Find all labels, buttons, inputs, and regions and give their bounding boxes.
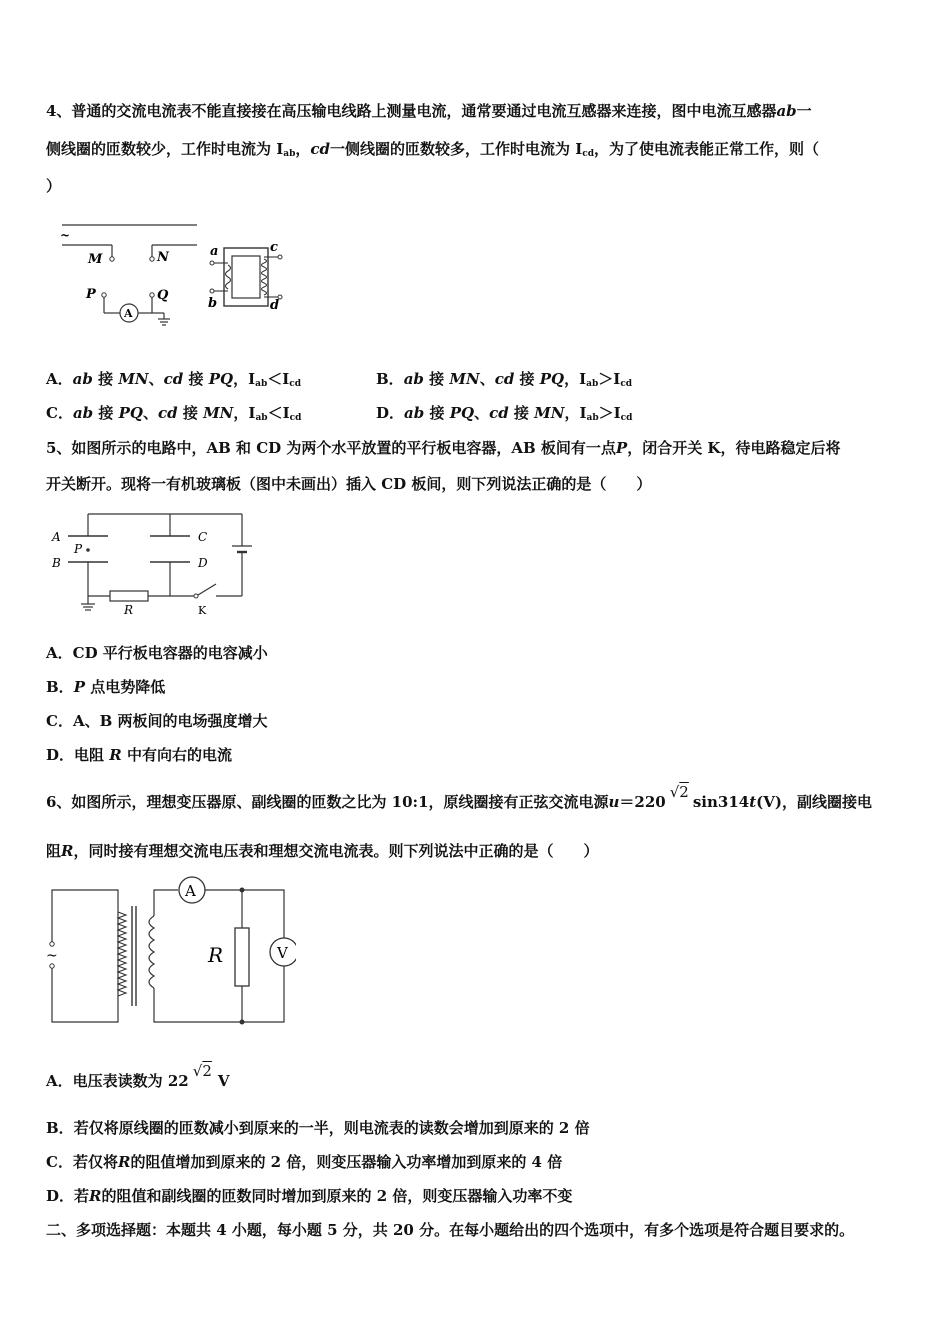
section2-heading: 二、多项选择题：本题共 4 小题，每小题 5 分，共 20 分。在每小题给出的四个选项中，有多个选项是符合题目要求的。	[46, 1221, 855, 1239]
q5-label-d: D	[198, 556, 208, 570]
q6-ac-symbol: ~	[46, 948, 58, 964]
q6-option-c[interactable]: C．若仅将R的阻值增加到原来的 2 倍，则变压器输入功率增加到原来的 4 倍	[46, 1153, 563, 1171]
q5-circuit-figure	[46, 508, 266, 620]
q4-terminal-q	[150, 293, 154, 297]
q4-coil-cd	[262, 259, 267, 295]
q5-label-b: B	[52, 556, 61, 570]
q4-label-p: P	[86, 287, 96, 302]
q5-switch-pivot	[194, 594, 198, 598]
q5-resistor	[110, 591, 148, 601]
q6-secondary-bottom-wire	[154, 966, 284, 1022]
q6-secondary-coil	[149, 916, 154, 988]
q4-label-a: a	[210, 244, 219, 259]
q4-ammeter-label: A	[124, 307, 133, 320]
q4-terminal-m	[110, 257, 114, 261]
q6-option-a-sqrt: √2	[192, 1062, 212, 1080]
q4-terminal-a	[210, 261, 214, 265]
q4-label-b: b	[208, 296, 218, 311]
q5-option-a[interactable]: A．CD 平行板电容器的电容减小	[46, 644, 268, 662]
q5-switch-blade	[198, 584, 216, 595]
q4-ac-symbol: ~	[60, 228, 71, 242]
q5-label-a: A	[52, 530, 61, 544]
q6-voltmeter-label: V	[277, 944, 288, 962]
q6-label-r: R	[208, 943, 224, 967]
q4-label-c: c	[270, 240, 278, 255]
q5-point-p	[86, 548, 90, 552]
q4-stem-line2: 侧线圈的匝数较少，工作时电流为 $I_{ab}$，cd一侧线圈的匝数较多，工作时电流为 $I_{cd}$，为了使电流表能正常工作，则（	[46, 140, 820, 159]
q4-coil-ab	[226, 265, 231, 289]
q4-terminal-b	[210, 289, 214, 293]
q5-option-b[interactable]: B．P 点电势降低	[46, 678, 166, 696]
q4-label-q: Q	[157, 288, 169, 303]
q4-core-inner	[232, 256, 260, 298]
q6-transformer-figure	[46, 876, 296, 1030]
q4-core-outer	[224, 248, 268, 306]
q6-secondary-top-wire	[154, 890, 178, 916]
q6-sqrt: √2	[669, 783, 689, 801]
q6-option-a[interactable]: A．电压表读数为 22√2V	[46, 1062, 230, 1090]
q6-primary-coil	[118, 912, 126, 996]
q5-label-r: R	[124, 603, 134, 617]
q6-resistor	[235, 928, 249, 986]
q6-stem-line2: 阻R，同时接有理想交流电压表和理想交流电流表。则下列说法中正确的是（ ）	[46, 842, 599, 860]
q4-terminal-p	[102, 293, 106, 297]
q5-option-c[interactable]: C．A、B 两板间的电场强度增大	[46, 712, 268, 730]
q4-stem-line1: 4、普通的交流电流表不能直接接在高压输电线路上测量电流，通常要通过电流互感器来连接，图中电流互感器ab一	[46, 102, 812, 120]
q4-option-c[interactable]: C．ab 接 PQ、cd 接 MN，$I_{ab}<I_{cd}$	[46, 404, 302, 423]
q4-transformer-figure	[52, 215, 292, 335]
q4-label-d: d	[270, 298, 280, 313]
q5-stem-line2: 开关断开。现将一有机玻璃板（图中未画出）插入 CD 板间，则下列说法正确的是（ ）	[46, 475, 652, 493]
q5-label-p: P	[74, 542, 83, 556]
q6-option-d[interactable]: D．若R的阻值和副线圈的匝数同时增加到原来的 2 倍，则变压器输入功率不变	[46, 1187, 573, 1205]
q4-stem-line3: ）	[46, 177, 62, 195]
q4-option-b[interactable]: B．ab 接 MN、cd 接 PQ，$I_{ab}>I_{cd}$	[376, 370, 633, 389]
q4-option-d[interactable]: D．ab 接 PQ、cd 接 MN，$I_{ab}>I_{cd}$	[376, 404, 633, 423]
q4-label-m: M	[88, 252, 103, 267]
q4-option-a[interactable]: A．ab 接 MN、cd 接 PQ，$I_{ab}<I_{cd}$	[46, 370, 302, 389]
q4-terminal-c	[278, 255, 282, 259]
q6-source-terminal-top	[50, 942, 54, 946]
q6-ammeter-label: A	[185, 882, 196, 900]
q4-label-n: N	[157, 250, 169, 265]
q6-source-terminal-bottom	[50, 964, 54, 968]
q5-label-c: C	[198, 530, 208, 544]
q6-option-b[interactable]: B．若仅将原线圈的匝数减小到原来的一半，则电流表的读数会增加到原来的 2 倍	[46, 1119, 590, 1137]
q6-stem-line1: 6、如图所示，理想变压器原、副线圈的匝数之比为 10:1，原线圈接有正弦交流电源u＝220√2sin314t(V)，副线圈接电	[46, 783, 872, 811]
q4-terminal-n	[150, 257, 154, 261]
q6-primary-wire	[52, 890, 118, 1022]
q5-option-d[interactable]: D．电阻 R 中有向右的电流	[46, 746, 232, 764]
q5-label-k: K	[198, 604, 207, 617]
q5-stem-line1: 5、如图所示的电路中，AB 和 CD 为两个水平放置的平行板电容器，AB 板间有一点P，闭合开关 K，待电路稳定后将	[46, 439, 841, 457]
